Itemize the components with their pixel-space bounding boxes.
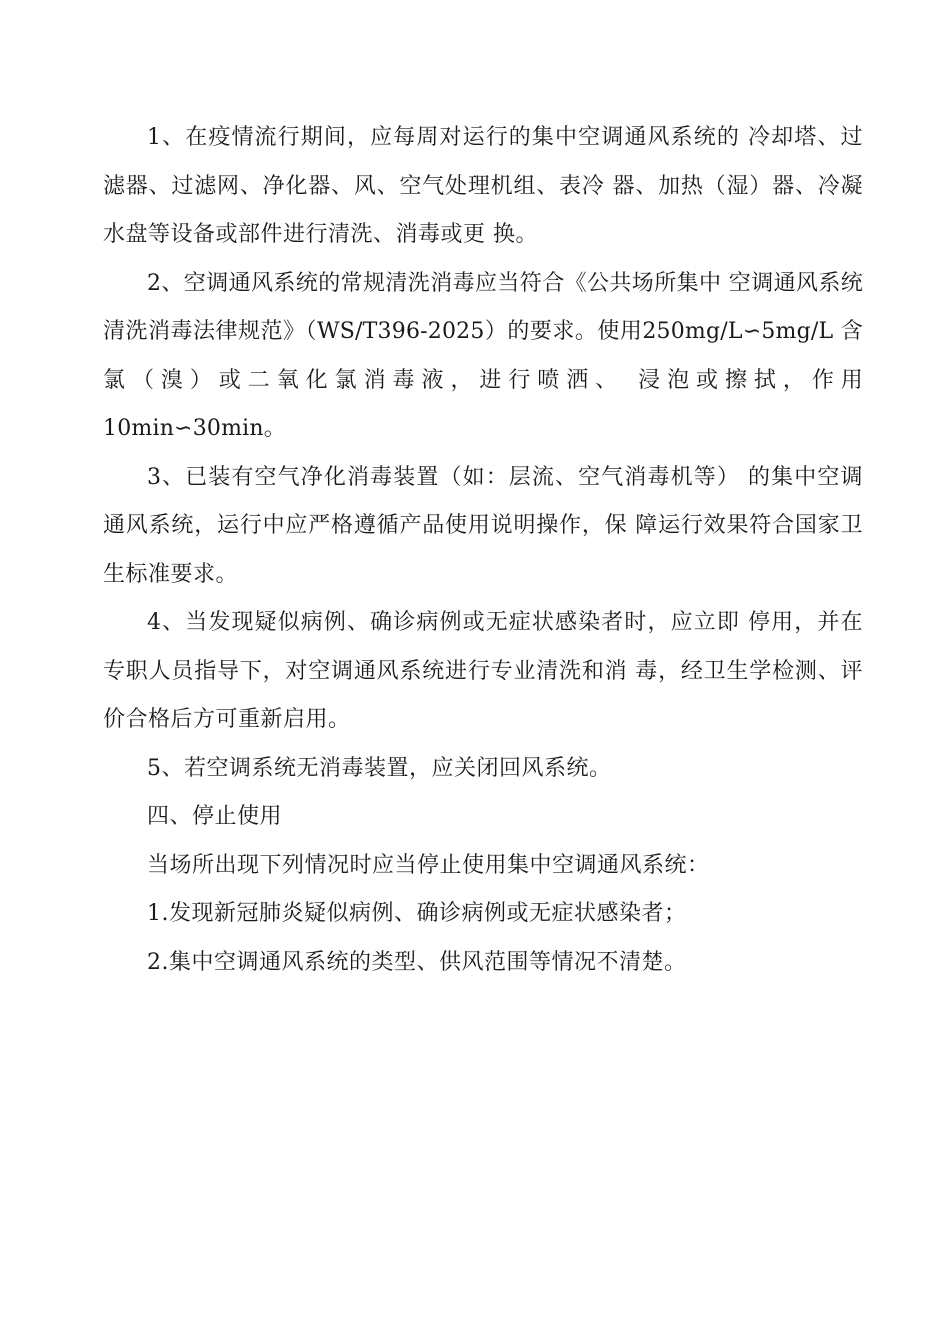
paragraph-3: 3、已装有空气净化消毒装置（如：层流、空气消毒机等） 的集中空调通风系统，运行中应严格遵循产品使用说明操作，保 障运行效果符合国家卫生标准要求。 bbox=[103, 464, 863, 587]
paragraph-5: 5、若空调系统无消毒装置，应关闭回风系统。 bbox=[147, 755, 612, 781]
paragraph-4: 4、当发现疑似病例、确诊病例或无症状感染者时，应立即 停用，并在专职人员指导下，对空调通风系统进行专业清洗和消 毒，经卫生学检测、评价合格后方可重新启用。 bbox=[103, 610, 863, 732]
list-item-1: 1.发现新冠肺炎疑似病例、确诊病例或无症状感染者； bbox=[147, 901, 687, 926]
document-body bbox=[103, 114, 863, 987]
list-item-2: 2.集中空调通风系统的类型、供风范围等情况不清楚。 bbox=[147, 949, 687, 975]
paragraph-1: 1、在疫情流行期间，应每周对运行的集中空调通风系统的 冷却塔、过滤器、过滤网、净化器、风、空气处理机组、表冷 器、加热（湿）器、冷凝水盘等设备或部件进行清洗、消毒或更 换。 bbox=[103, 125, 863, 247]
paragraph-stop-intro: 当场所出现下列情况时应当停止使用集中空调通风系统： bbox=[147, 852, 710, 878]
section-heading-stop-use: 四、停止使用 bbox=[147, 804, 283, 829]
paragraph-2: 2、空调通风系统的常规清洗消毒应当符合《公共场所集中 空调通风系统清洗消毒法律规范》（WS/T396-2025）的要求。使用250mg/L∽5mg/L 含氯（溴）或二氧化氯消毒液，进行喷洒、 浸泡或擦拭，作用 10min∽30min。 bbox=[103, 270, 863, 441]
